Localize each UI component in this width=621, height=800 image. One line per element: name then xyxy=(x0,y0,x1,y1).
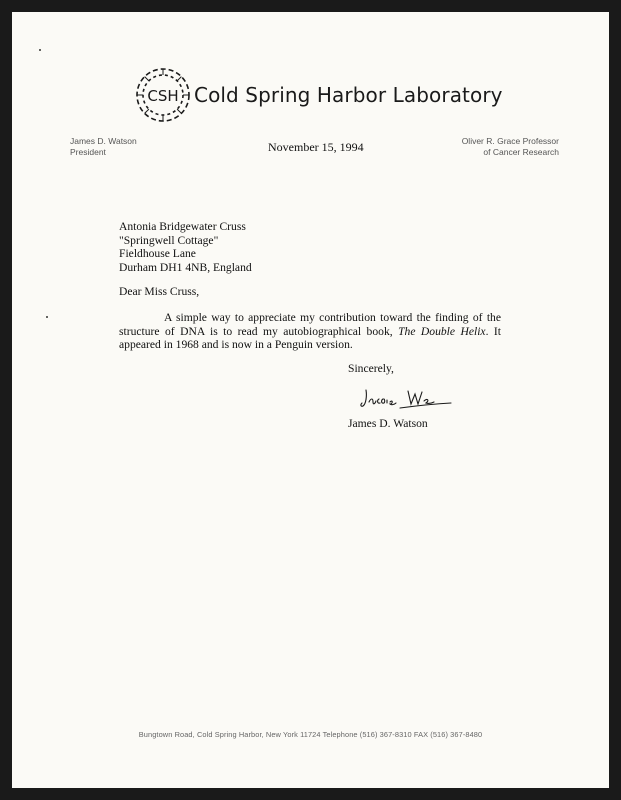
header-left xyxy=(70,136,137,158)
letter-body xyxy=(119,311,501,352)
address-line: Fieldhouse Lane xyxy=(119,247,196,261)
signature-text: James D. Watson xyxy=(406,398,413,399)
salutation: Dear Miss Cruss, xyxy=(119,285,200,298)
handwritten-signature xyxy=(360,384,452,412)
professorship-line-2: of Cancer Research xyxy=(483,147,559,157)
paper-speck xyxy=(46,316,48,318)
letter-page xyxy=(12,12,609,788)
president-title: President xyxy=(70,147,106,157)
address-line: "Springwell Cottage" xyxy=(119,233,219,247)
book-title: The Double Helix xyxy=(398,324,486,338)
csh-logo-icon xyxy=(130,62,196,128)
header-right xyxy=(462,136,559,158)
organization-name: Cold Spring Harbor Laboratory xyxy=(194,83,503,107)
body-text-end: . It appeared in 1968 and is now in a Penguin version. xyxy=(119,324,501,352)
president-name: James D. Watson xyxy=(70,136,137,146)
address-line: Durham DH1 4NB, England xyxy=(119,260,252,274)
logo-text: CSH xyxy=(147,87,179,105)
closing: Sincerely, xyxy=(348,362,394,375)
address-line: Antonia Bridgewater Cruss xyxy=(119,220,246,233)
footer-address: Bungtown Road, Cold Spring Harbor, New York 11724 Telephone (516) 367-8310 FAX (516) 367-8480 xyxy=(138,730,483,739)
paper-speck xyxy=(39,49,41,51)
recipient-address xyxy=(119,220,252,274)
body-text-start: A simple way to appreciate my contribution toward the finding of the structure of DNA is to read my autobiographical book, xyxy=(119,311,501,338)
signer-name: James D. Watson xyxy=(348,417,428,430)
letter-date: November 15, 1994 xyxy=(268,140,364,154)
professorship-line-1: Oliver R. Grace Professor xyxy=(461,136,559,146)
